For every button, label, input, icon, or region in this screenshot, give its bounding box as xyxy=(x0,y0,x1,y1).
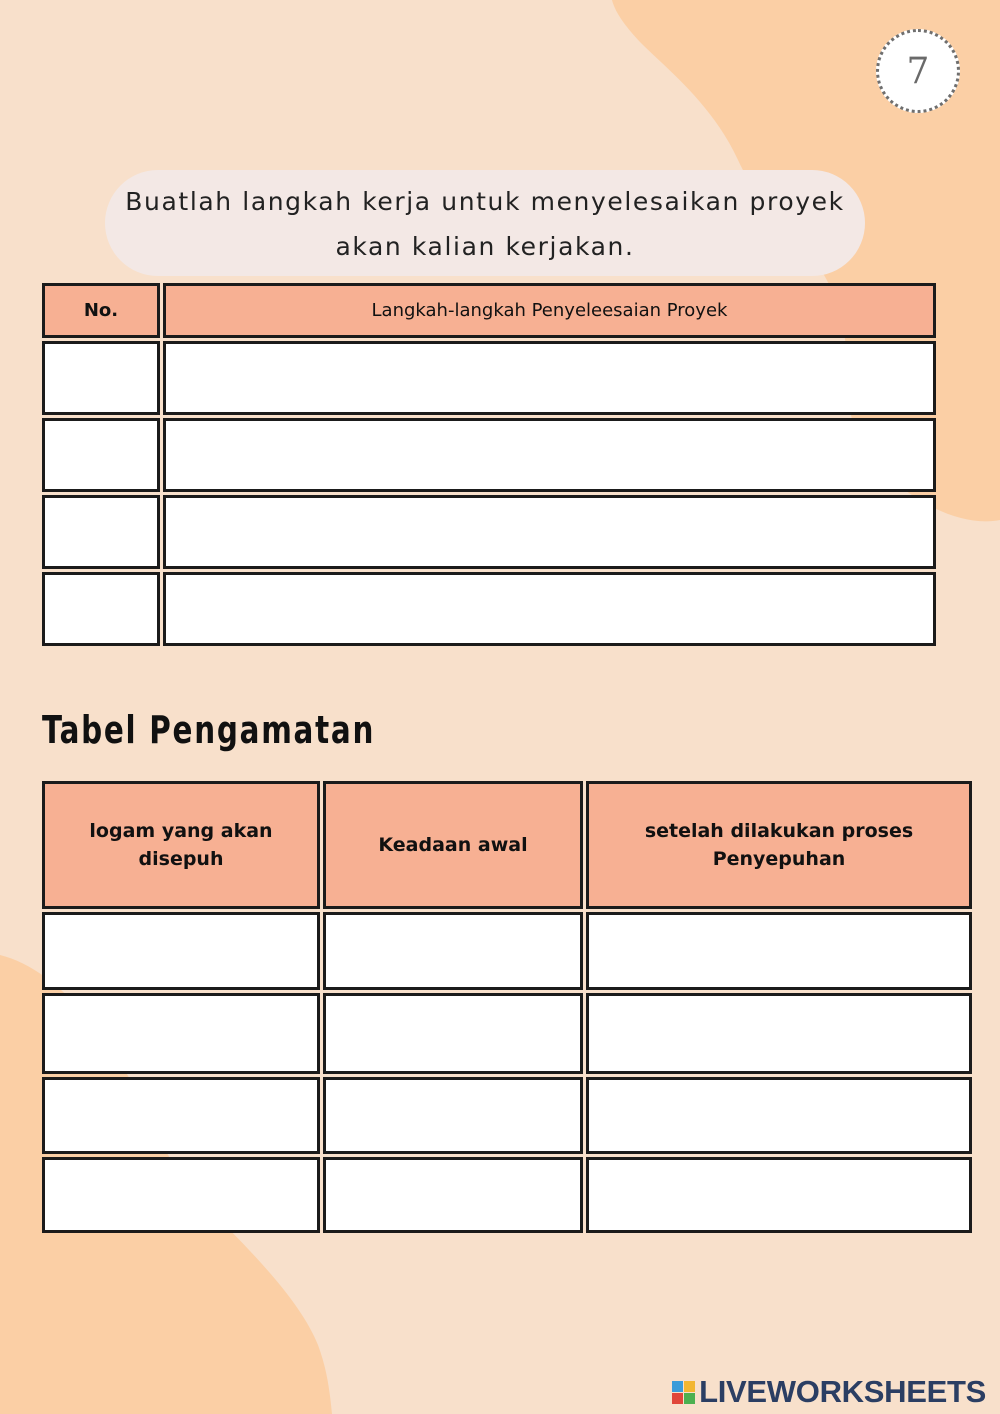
steps-table-cell-no[interactable] xyxy=(42,572,160,646)
instruction-text: Buatlah langkah kerja untuk menyelesaikan proyek akan kalian kerjakan. xyxy=(105,170,865,276)
steps-table-header-steps: Langkah-langkah Penyeleesaian Proyek xyxy=(163,283,936,338)
observation-cell[interactable] xyxy=(323,912,583,990)
brand-name: LIVEWORKSHEETS xyxy=(699,1374,986,1409)
page-number-badge: 7 xyxy=(876,29,960,113)
steps-table-cell-step[interactable] xyxy=(163,572,936,646)
observation-cell[interactable] xyxy=(323,1077,583,1154)
observation-cell[interactable] xyxy=(42,1077,320,1154)
steps-table-cell-no[interactable] xyxy=(42,341,160,415)
observation-cell[interactable] xyxy=(42,912,320,990)
observation-cell[interactable] xyxy=(323,1157,583,1233)
observation-header-initial-state: Keadaan awal xyxy=(323,781,583,909)
observation-cell[interactable] xyxy=(586,912,972,990)
observation-cell[interactable] xyxy=(42,993,320,1074)
observation-cell[interactable] xyxy=(586,1157,972,1233)
steps-table-cell-step[interactable] xyxy=(163,495,936,569)
observation-cell[interactable] xyxy=(323,993,583,1074)
steps-table-cell-no[interactable] xyxy=(42,495,160,569)
steps-table-cell-no[interactable] xyxy=(42,418,160,492)
liveworksheets-logo-icon xyxy=(672,1381,695,1404)
observation-cell[interactable] xyxy=(586,993,972,1074)
liveworksheets-brand xyxy=(672,1374,986,1410)
steps-table-header-no: No. xyxy=(42,283,160,338)
observation-header-after-plating: setelah dilakukan proses Penyepuhan xyxy=(586,781,972,909)
observation-table-title: Tabel Pengamatan xyxy=(42,708,376,752)
steps-table-cell-step[interactable] xyxy=(163,341,936,415)
observation-cell[interactable] xyxy=(586,1077,972,1154)
observation-header-metal: logam yang akan disepuh xyxy=(42,781,320,909)
observation-cell[interactable] xyxy=(42,1157,320,1233)
steps-table-cell-step[interactable] xyxy=(163,418,936,492)
